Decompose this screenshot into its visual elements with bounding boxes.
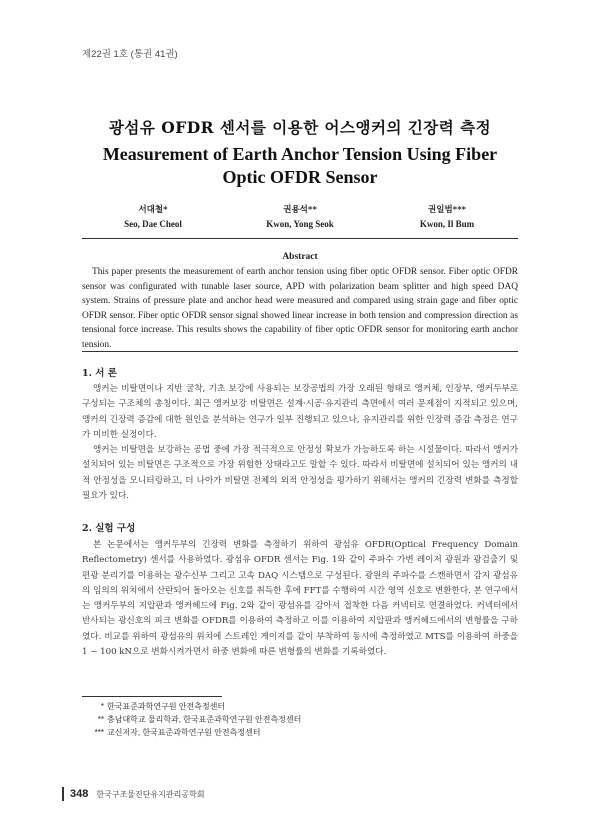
- author-1: [80, 203, 226, 231]
- author-korean-name: 권용석**: [283, 205, 317, 215]
- paragraph: 앵커는 비탈면을 보강하는 공법 중에 가장 적극적으로 안정성 확보가 가능하도록 하는 시설물이다. 따라서 앵커가 설치되어 있는 비탈면은 구조적으로 가장 위험한 상태라고도 말할 수 있다. 따라서 비탈면에 설치되어 있는 앵커의 내적 안정성을 모니터링하고, 더 나아가 비탈면 전체의 외적 안정성을 평가하기 위해서는 앵커의 긴장력 변화를 측정할 필요가 있다.: [82, 445, 518, 502]
- author-english-name: Kwon, Il Bum: [419, 219, 475, 229]
- author-korean-name: 권일범***: [428, 205, 466, 215]
- page-number: 348: [70, 788, 89, 800]
- section-title-experiment: 2. 실험 구성: [82, 523, 136, 534]
- section-title-introduction: 1. 서 론: [82, 368, 117, 379]
- abstract-bottom-rule: [82, 351, 518, 352]
- footnote-mark: ***: [94, 728, 104, 737]
- footnote-mark: *: [100, 702, 104, 711]
- korean-title: 광섬유 OFDR 센서를 이용한 어스앵커의 긴장력 측정: [108, 118, 492, 137]
- footnote-2: [82, 713, 301, 726]
- author-2: [227, 203, 373, 231]
- section-body-experiment: [82, 538, 518, 660]
- paragraph: 앵커는 비탈면이나 지반 굴착, 기초 보강에 사용되는 보강공법의 가장 오래된 형태로 앵커체, 인장부, 앵커두부로 구성되는 구조체의 총칭이다. 최근 앵커보강 비탈면은 설계·시공·유지관리 측면에서 여러 문제점이 지적되고 있으며, 앵커의 긴장력 증감에 대한 원인을 분석하는 연구가 일부 진행되고 있으나, 유지관리를 위한 인장력 증감 측정은 연구가 미비한 실정이다.: [82, 384, 518, 440]
- footnote-text: 한국표준과학연구원 안전측정센터: [107, 702, 226, 711]
- journal-name: 한국구조물진단유지관리공학회: [96, 789, 205, 799]
- abstract-text: This paper presents the measurement of earth anchor tension using fiber optic OFDR sensor. Fiber optic OFDR sensor was configurated with tunable laser source, APD with polarization beam splitter and high speed DAQ system. Strains of pressure plate and anchor head were measured and compared using strain gage and fiber optic OFDR sensor. Fiber optic OFDR sensor signal showed linear increase in both tension and compression direction as tensional force increase. This results shows the capability of fiber optic OFDR sensor for monitoring earth anchor tension.: [82, 267, 518, 350]
- footnote-rule: [82, 696, 222, 697]
- author-english-name: Kwon, Yong Seok: [266, 219, 334, 229]
- footnote-3: [82, 726, 301, 739]
- paragraph: 본 논문에서는 앵커두부의 긴장력 변화를 측정하기 위하여 광섬유 OFDR(Optical Frequency Domain Reflectometry) 센서를 사용하였다. 광섬유 OFDR 센서는 Fig. 1와 같이 주파수 가변 레이저 광원과 광검출기 및 편광 분리기를 이용하는 광수신부 그리고 고속 DAQ 시스템으로 구성된다. 광원의 주파수를 스캔하면서 감지 광섬유의 임의의 위치에서 산란되어 돌아오는 신호를 취득한 후에 FFT를 수행하여 시간 영역 신호로 변환한다. 본 연구에서는 앵커두부의 지압판과 앵커헤드에 Fig. 2와 같이 광섬유를 감아서 접착한 다음 커넥터로 연결하였다. 커넥터에서 반사되는 광신호의 피크 변화를 OFDR를 이용하여 측정하고 이를 이용하여 지압판과 앵커헤드에서의 변형률을 구하였다. 비교를 위하여 광섬유의 위치에 스트레인 게이지를 같이 부착하여 동시에 측정하였고 MTS를 이용하여 하중을 1 ~ 100 kN으로 변화시켜가면서 하중 변화에 따른 변형률의 변화를 기록하였다.: [82, 540, 518, 658]
- abstract-top-rule: [82, 238, 518, 239]
- footnotes: [82, 700, 301, 739]
- author-3: [374, 203, 520, 231]
- english-title: Measurement of Earth Anchor Tension Using Fiber Optic OFDR Sensor: [102, 144, 498, 187]
- footer-bar: [62, 787, 64, 801]
- section-body-introduction: [82, 382, 518, 504]
- footnote-text: 충남대학교 물리학과, 한국표준과학연구원 안전측정센터: [107, 715, 302, 724]
- issue-header: 제22권 1호 (통권 41권): [82, 49, 178, 60]
- author-list: [80, 203, 520, 231]
- footnote-1: [82, 700, 301, 713]
- footnote-text: 교신저자, 한국표준과학연구원 안전측정센터: [107, 728, 261, 737]
- abstract-heading: Abstract: [282, 252, 318, 262]
- author-korean-name: 서대철*: [138, 205, 168, 215]
- author-english-name: Seo, Dae Cheol: [124, 219, 182, 229]
- page-footer: [62, 787, 205, 801]
- footnote-mark: **: [97, 715, 104, 724]
